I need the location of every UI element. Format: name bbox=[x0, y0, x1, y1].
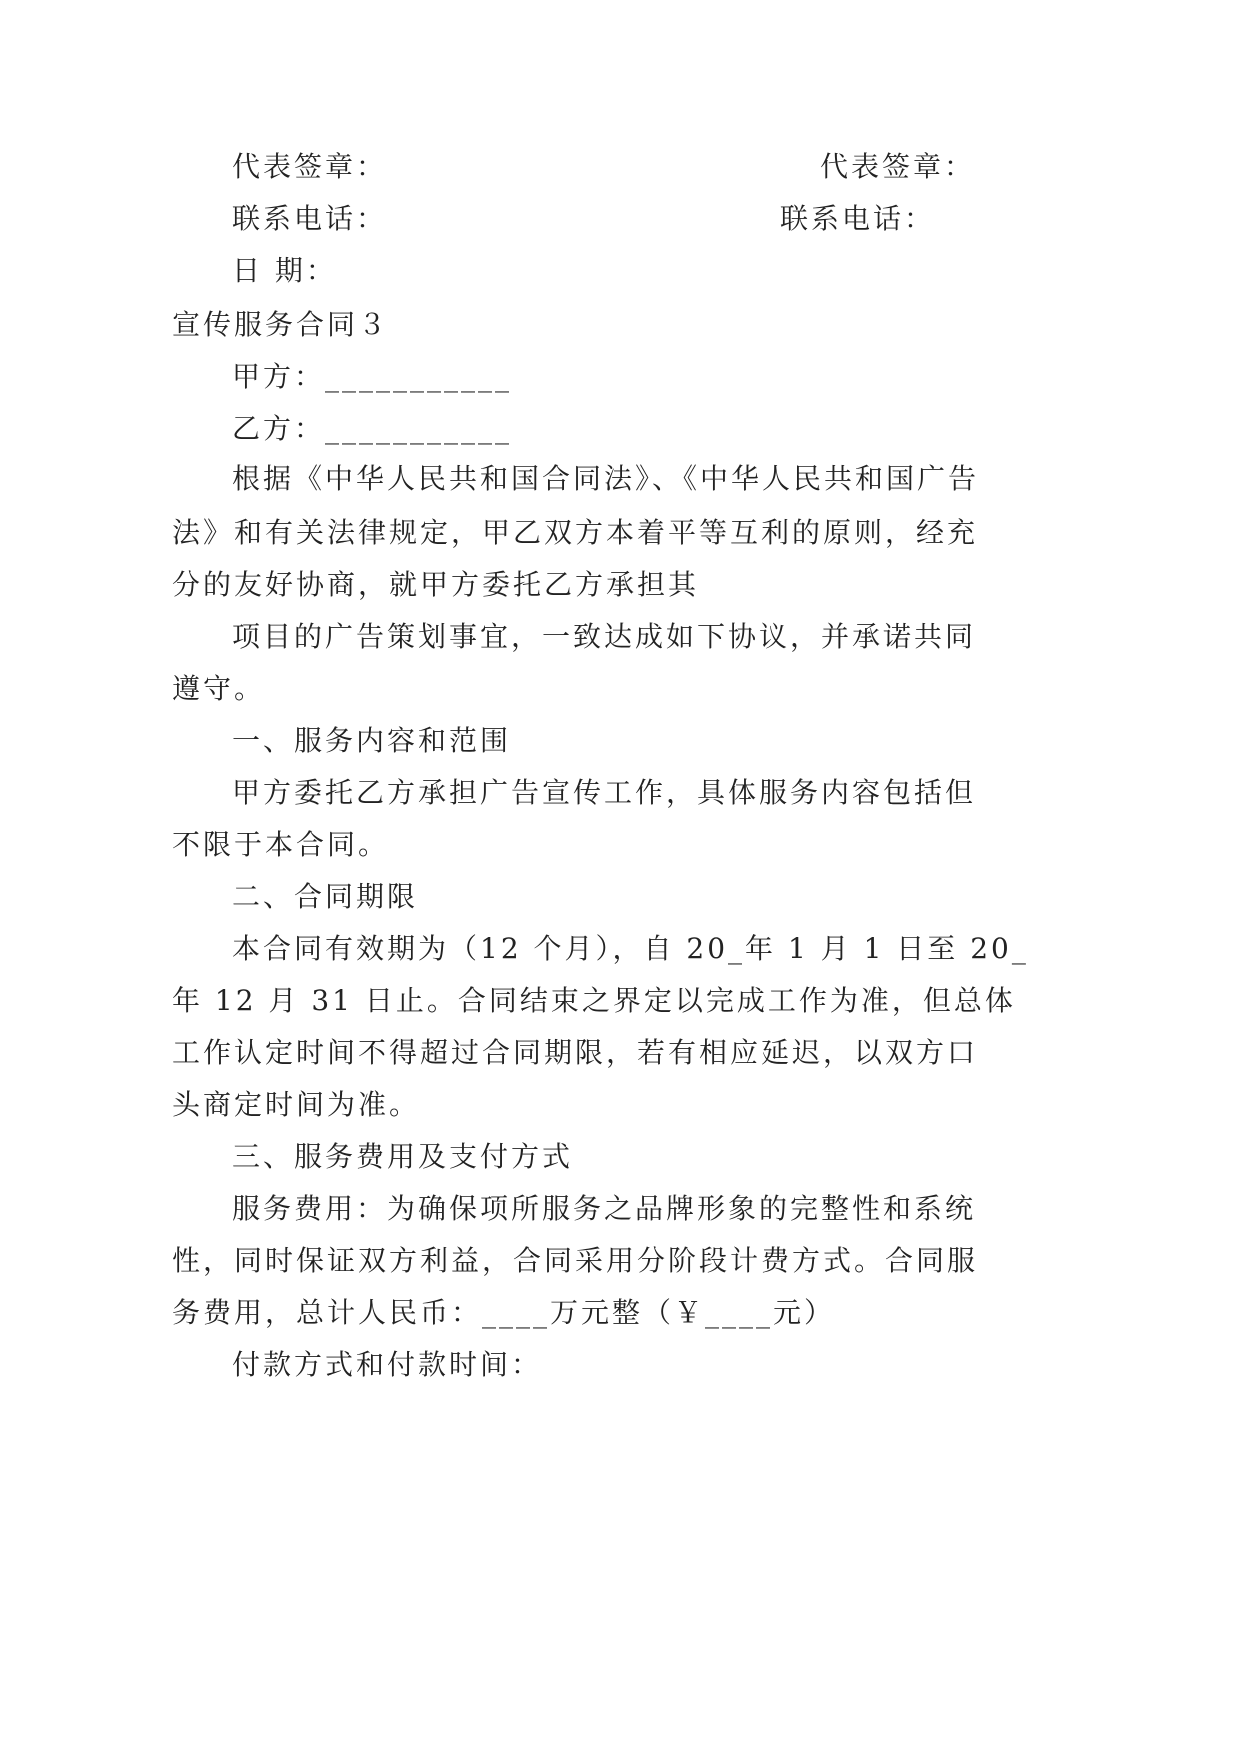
left-representative-signature-label: 代表签章： bbox=[232, 150, 388, 183]
paragraph-line: 遵守。 bbox=[172, 672, 266, 705]
paragraph-line: 法》和有关法律规定，甲乙双方本着平等互利的原则，经充 bbox=[172, 516, 979, 549]
paragraph-line: 项目的广告策划事宜，一致达成如下协议，并承诺共同 bbox=[232, 620, 977, 653]
paragraph-line: 付款方式和付款时间： bbox=[232, 1348, 543, 1381]
paragraph-line: 头商定时间为准。 bbox=[172, 1088, 421, 1121]
party-a-line: 甲方：___________ bbox=[232, 360, 513, 393]
right-representative-signature-label: 代表签章： bbox=[820, 150, 976, 183]
left-contact-phone-label: 联系电话： bbox=[232, 202, 388, 235]
paragraph-line: 年 12 月 31 日止。合同结束之界定以完成工作为准，但总体 bbox=[172, 984, 1016, 1017]
date-label: 日 期： bbox=[232, 254, 337, 287]
party-b-line: 乙方：___________ bbox=[232, 412, 513, 445]
paragraph-line: 服务费用：为确保项所服务之品牌形象的完整性和系统 bbox=[232, 1192, 977, 1225]
paragraph-line: 甲方委托乙方承担广告宣传工作，具体服务内容包括但 bbox=[232, 776, 977, 809]
paragraph-line: 不限于本合同。 bbox=[172, 828, 390, 861]
section-heading: 三、服务费用及支付方式 bbox=[232, 1140, 574, 1173]
contract-title: 宣传服务合同３ bbox=[172, 308, 390, 341]
paragraph-line: 根据《中华人民共和国合同法》、《中华人民共和国广告 bbox=[232, 462, 980, 495]
paragraph-line: 分的友好协商，就甲方委托乙方承担其 bbox=[172, 568, 700, 601]
section-heading: 一、服务内容和范围 bbox=[232, 724, 512, 757]
section-heading: 二、合同期限 bbox=[232, 880, 419, 913]
paragraph-line: 性，同时保证双方利益，合同采用分阶段计费方式。合同服 bbox=[172, 1244, 979, 1277]
paragraph-line: 务费用，总计人民币：____万元整（￥____元） bbox=[172, 1296, 836, 1329]
right-contact-phone-label: 联系电话： bbox=[780, 202, 936, 235]
paragraph-line: 工作认定时间不得超过合同期限，若有相应延迟，以双方口 bbox=[172, 1036, 979, 1069]
paragraph-line: 本合同有效期为（12 个月），自 20_年 1 月 1 日至 20_ bbox=[232, 932, 1029, 965]
